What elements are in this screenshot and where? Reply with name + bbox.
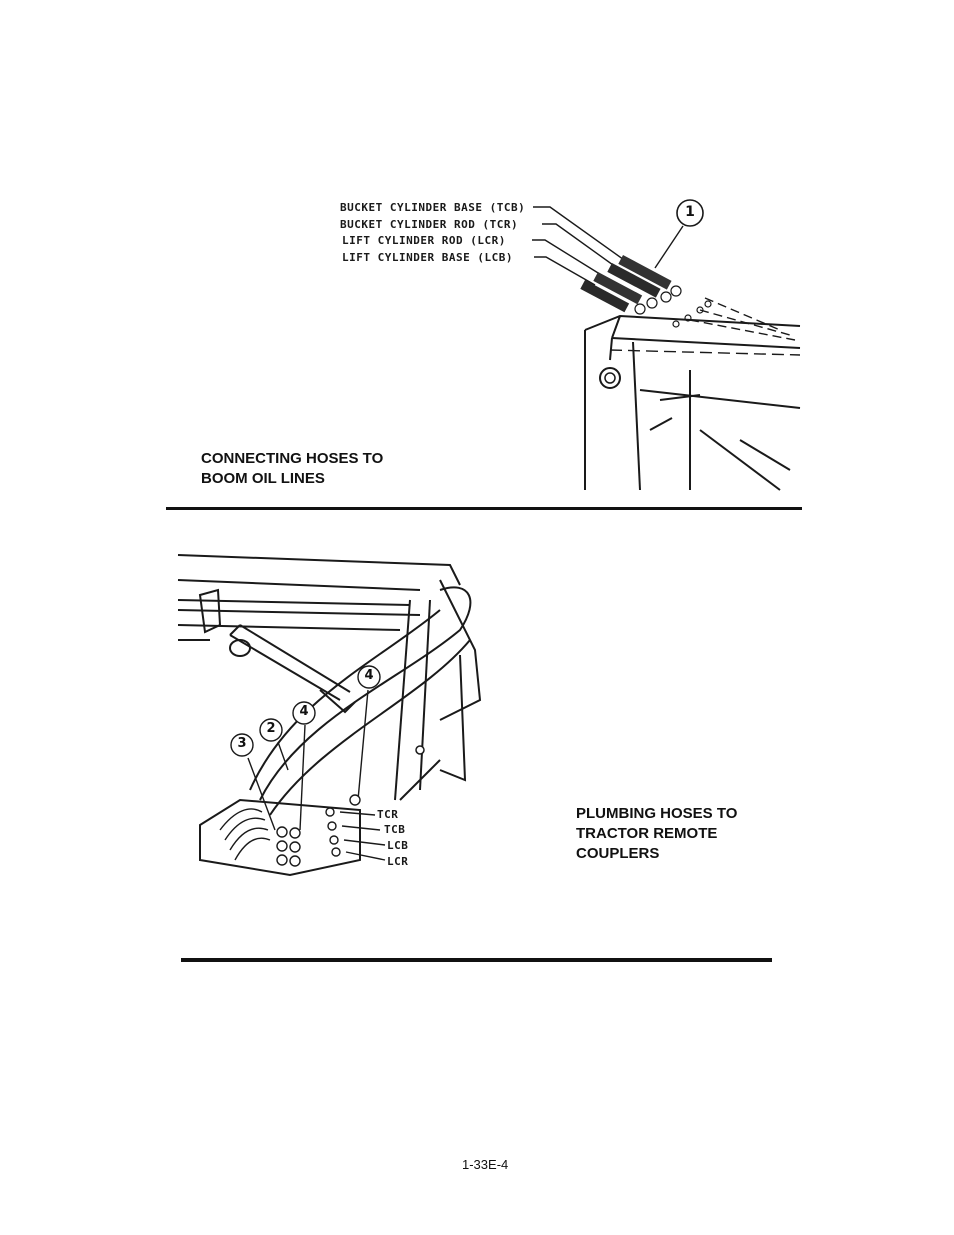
- coupler-label-tcb: TCB: [384, 823, 406, 836]
- callout-lcb: LIFT CYLINDER BASE (LCB): [342, 251, 513, 264]
- figure-2: [0, 510, 954, 955]
- boom-oil-lines-drawing: [0, 0, 954, 505]
- figure-2-caption: [576, 804, 737, 864]
- figure-1: [0, 0, 954, 505]
- section-divider-bottom: [181, 958, 772, 962]
- item-number-4: 4: [364, 668, 374, 683]
- coupler-label-tcr: TCR: [377, 808, 399, 821]
- caption-line: PLUMBING HOSES TO: [576, 805, 738, 822]
- caption-line: COUPLERS: [576, 845, 660, 862]
- item-number-1: 1: [685, 204, 695, 220]
- tractor-remote-couplers-drawing: [0, 510, 954, 955]
- page-number: 1-33E-4: [462, 1157, 509, 1172]
- caption-line: TRACTOR REMOTE: [576, 825, 718, 842]
- callout-tcb: BUCKET CYLINDER BASE (TCB): [340, 201, 526, 214]
- coupler-label-lcb: LCB: [387, 839, 409, 852]
- item-number-2: 2: [266, 721, 276, 736]
- coupler-label-lcr: LCR: [387, 855, 409, 868]
- caption-line: CONNECTING HOSES TO: [201, 450, 384, 467]
- figure-1-caption: [201, 449, 383, 489]
- callout-lcr: LIFT CYLINDER ROD (LCR): [342, 234, 506, 247]
- item-number-4: 4: [299, 704, 309, 719]
- callout-tcr: BUCKET CYLINDER ROD (TCR): [340, 218, 519, 231]
- item-number-3: 3: [237, 736, 247, 751]
- caption-line: BOOM OIL LINES: [201, 470, 325, 487]
